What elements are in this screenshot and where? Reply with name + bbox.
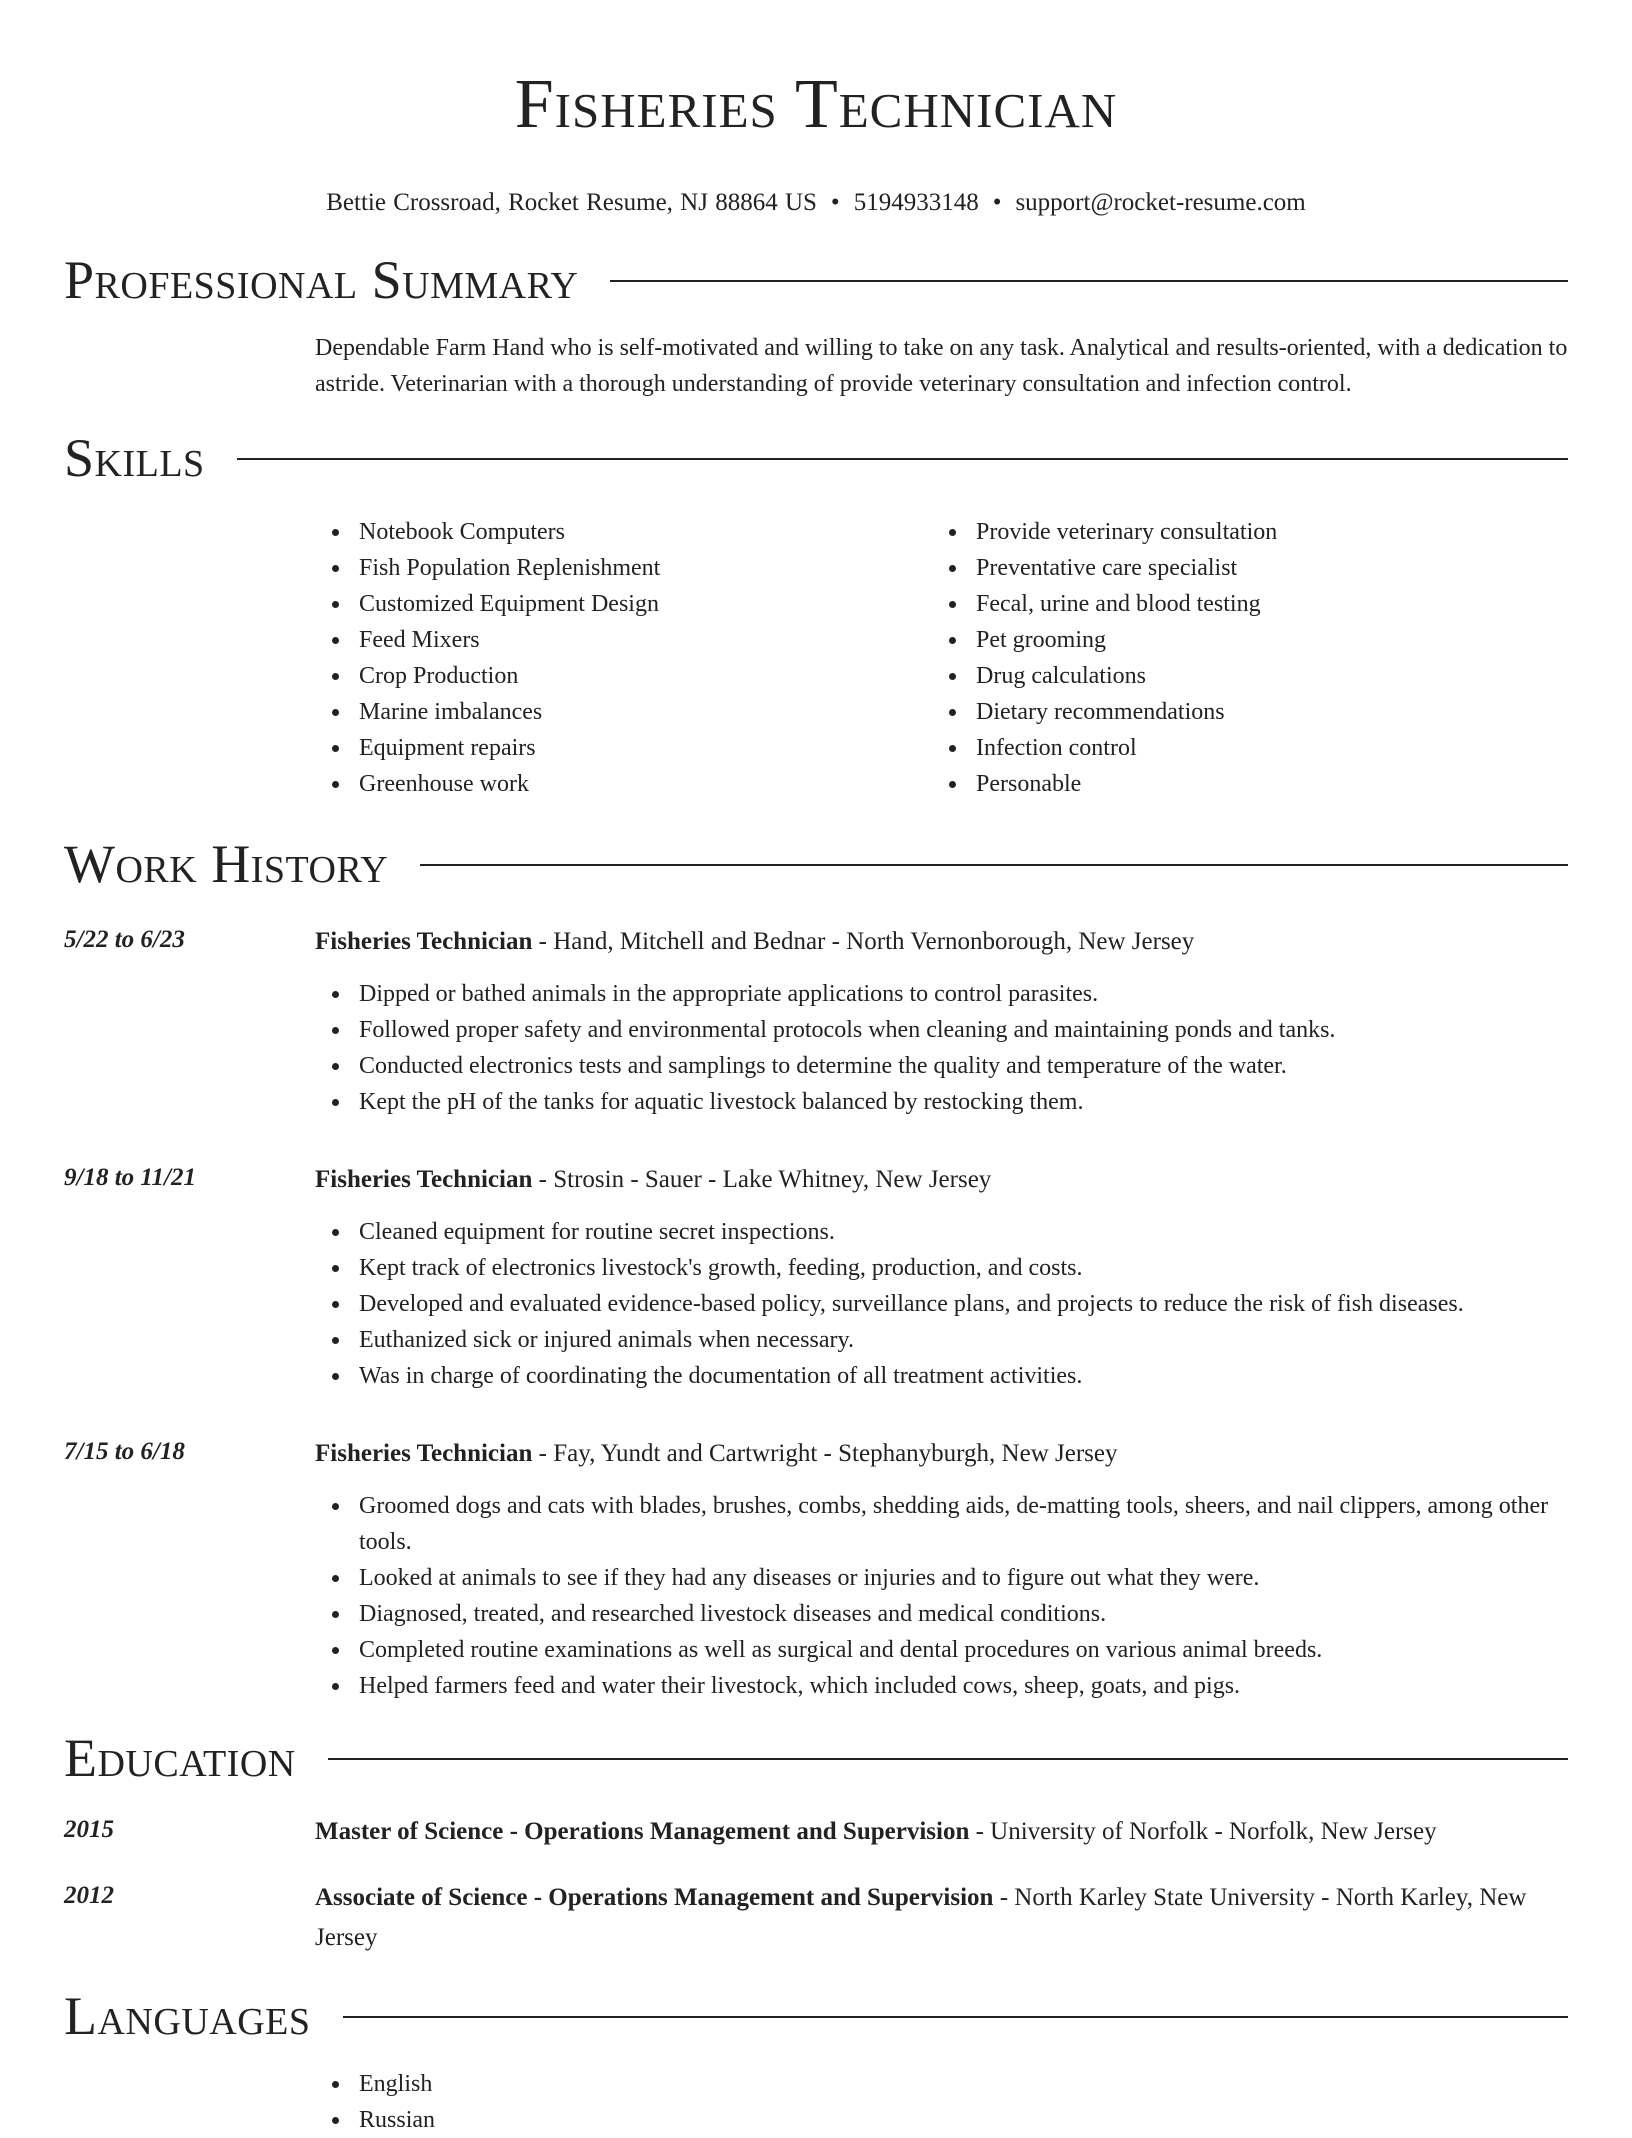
skill-item: Pet grooming xyxy=(932,622,1549,658)
summary-heading: Professional Summary xyxy=(64,250,579,310)
skill-item: Fecal, urine and blood testing xyxy=(932,586,1549,622)
skill-item: Provide veterinary consultation xyxy=(932,514,1549,550)
education-school-location: - North Karley State University - North Karley, New Jersey xyxy=(315,1884,1527,1951)
summary-section-header xyxy=(64,248,1568,312)
job-bullets xyxy=(315,976,1568,1120)
skill-item: Infection control xyxy=(932,730,1549,766)
job-dates: 7/15 to 6/18 xyxy=(64,1438,185,1465)
education-year: 2012 xyxy=(64,1882,114,1909)
job-entry xyxy=(64,1160,1568,1394)
job-entry xyxy=(64,1434,1568,1704)
skill-item: Marine imbalances xyxy=(315,694,932,730)
job-bullet: Diagnosed, treated, and researched livestock diseases and medical conditions. xyxy=(315,1596,1568,1632)
job-bullet: Groomed dogs and cats with blades, brushes, combs, shedding aids, de-matting tools, sheers, and nail clippers, among other tools. xyxy=(315,1488,1568,1560)
job-details xyxy=(315,1160,1568,1394)
job-title: Fisheries Technician xyxy=(315,1166,533,1193)
education-line xyxy=(315,1878,1568,1958)
education-entry xyxy=(64,1878,1568,1958)
education-entry xyxy=(64,1812,1568,1852)
section-divider xyxy=(610,280,1568,282)
job-title-line xyxy=(315,1434,1568,1474)
education-list xyxy=(64,1812,1568,1958)
contact-address: Bettie Crossroad, Rocket Resume, NJ 88864 US xyxy=(326,189,817,216)
contact-separator: • xyxy=(830,189,840,216)
job-bullet: Kept track of electronics livestock's growth, feeding, production, and costs. xyxy=(315,1250,1568,1286)
job-bullet: Followed proper safety and environmental protocols when cleaning and maintaining ponds and tanks. xyxy=(315,1012,1568,1048)
skill-item: Dietary recommendations xyxy=(932,694,1549,730)
job-title: Fisheries Technician xyxy=(315,928,533,955)
skill-item: Drug calculations xyxy=(932,658,1549,694)
job-employer-location: - Fay, Yundt and Cartwright - Stephanyburgh, New Jersey xyxy=(532,1440,1118,1467)
resume-name: Fisheries Technician xyxy=(514,66,1118,143)
contact-separator: • xyxy=(992,189,1002,216)
job-bullet: Euthanized sick or injured animals when necessary. xyxy=(315,1322,1568,1358)
education-section-header xyxy=(64,1726,1568,1790)
language-item: Russian xyxy=(315,2102,1568,2138)
job-bullets xyxy=(315,1488,1568,1704)
contact-line xyxy=(64,188,1568,218)
job-bullet: Dipped or bathed animals in the appropriate applications to control parasites. xyxy=(315,976,1568,1012)
job-dates: 9/18 to 11/21 xyxy=(64,1164,196,1191)
section-divider xyxy=(328,1758,1568,1760)
section-divider xyxy=(420,864,1568,866)
job-employer-location: - Hand, Mitchell and Bednar - North Vernonborough, New Jersey xyxy=(532,928,1195,955)
skill-item: Greenhouse work xyxy=(315,766,932,802)
skill-item: Customized Equipment Design xyxy=(315,586,932,622)
job-dates: 5/22 to 6/23 xyxy=(64,926,185,953)
skill-item: Preventative care specialist xyxy=(932,550,1549,586)
language-item: English xyxy=(315,2066,1568,2102)
skills-column-left xyxy=(315,514,932,802)
job-details xyxy=(315,922,1568,1120)
contact-email: support@rocket-resume.com xyxy=(1015,189,1306,216)
education-degree: Master of Science - Operations Management and Supervision xyxy=(315,1818,970,1845)
skills-list xyxy=(315,514,1568,802)
skills-heading: Skills xyxy=(64,428,205,488)
job-bullets xyxy=(315,1214,1568,1394)
work-section-header xyxy=(64,832,1568,896)
job-bullet: Was in charge of coordinating the documentation of all treatment activities. xyxy=(315,1358,1568,1394)
language-bullets xyxy=(315,2066,1568,2138)
work-heading: Work History xyxy=(64,834,389,894)
skills-column-right xyxy=(932,514,1549,802)
job-employer-location: - Strosin - Sauer - Lake Whitney, New Jersey xyxy=(532,1166,992,1193)
education-school-location: - University of Norfolk - Norfolk, New Jersey xyxy=(969,1818,1437,1845)
education-line xyxy=(315,1812,1568,1852)
job-bullet: Looked at animals to see if they had any diseases or injuries and to figure out what they were. xyxy=(315,1560,1568,1596)
job-entry xyxy=(64,922,1568,1120)
skill-item: Equipment repairs xyxy=(315,730,932,766)
education-year: 2015 xyxy=(64,1816,114,1843)
contact-phone: 5194933148 xyxy=(853,189,979,216)
job-bullet: Kept the pH of the tanks for aquatic livestock balanced by restocking them. xyxy=(315,1084,1568,1120)
skill-item: Personable xyxy=(932,766,1549,802)
job-details xyxy=(315,1434,1568,1704)
languages-list xyxy=(315,2066,1568,2138)
education-heading: Education xyxy=(64,1728,296,1788)
work-history-list xyxy=(64,922,1568,1704)
job-bullet: Helped farmers feed and water their livestock, which included cows, sheep, goats, and pigs. xyxy=(315,1668,1568,1704)
education-degree: Associate of Science - Operations Management and Supervision xyxy=(315,1884,994,1911)
skill-item: Notebook Computers xyxy=(315,514,932,550)
job-title: Fisheries Technician xyxy=(315,1440,533,1467)
job-bullet: Completed routine examinations as well as surgical and dental procedures on various animal breeds. xyxy=(315,1632,1568,1668)
skills-section-header xyxy=(64,426,1568,490)
skill-item: Feed Mixers xyxy=(315,622,932,658)
summary-text: Dependable Farm Hand who is self-motivated and willing to take on any task. Analytical and results-oriented, with a dedication to astride. Veterinarian with a thorough understanding of provide veterinary consultation and infection control. xyxy=(315,335,1568,397)
languages-heading: Languages xyxy=(64,1986,311,2046)
resume-page xyxy=(64,0,1568,2138)
section-divider xyxy=(343,2016,1569,2018)
languages-section-header xyxy=(64,1984,1568,2048)
skill-item: Fish Population Replenishment xyxy=(315,550,932,586)
job-title-line xyxy=(315,922,1568,962)
job-bullet: Developed and evaluated evidence-based policy, surveillance plans, and projects to reduce the risk of fish diseases. xyxy=(315,1286,1568,1322)
job-bullet: Conducted electronics tests and samplings to determine the quality and temperature of the water. xyxy=(315,1048,1568,1084)
skill-item: Crop Production xyxy=(315,658,932,694)
job-title-line xyxy=(315,1160,1568,1200)
job-bullet: Cleaned equipment for routine secret inspections. xyxy=(315,1214,1568,1250)
section-divider xyxy=(237,458,1568,460)
